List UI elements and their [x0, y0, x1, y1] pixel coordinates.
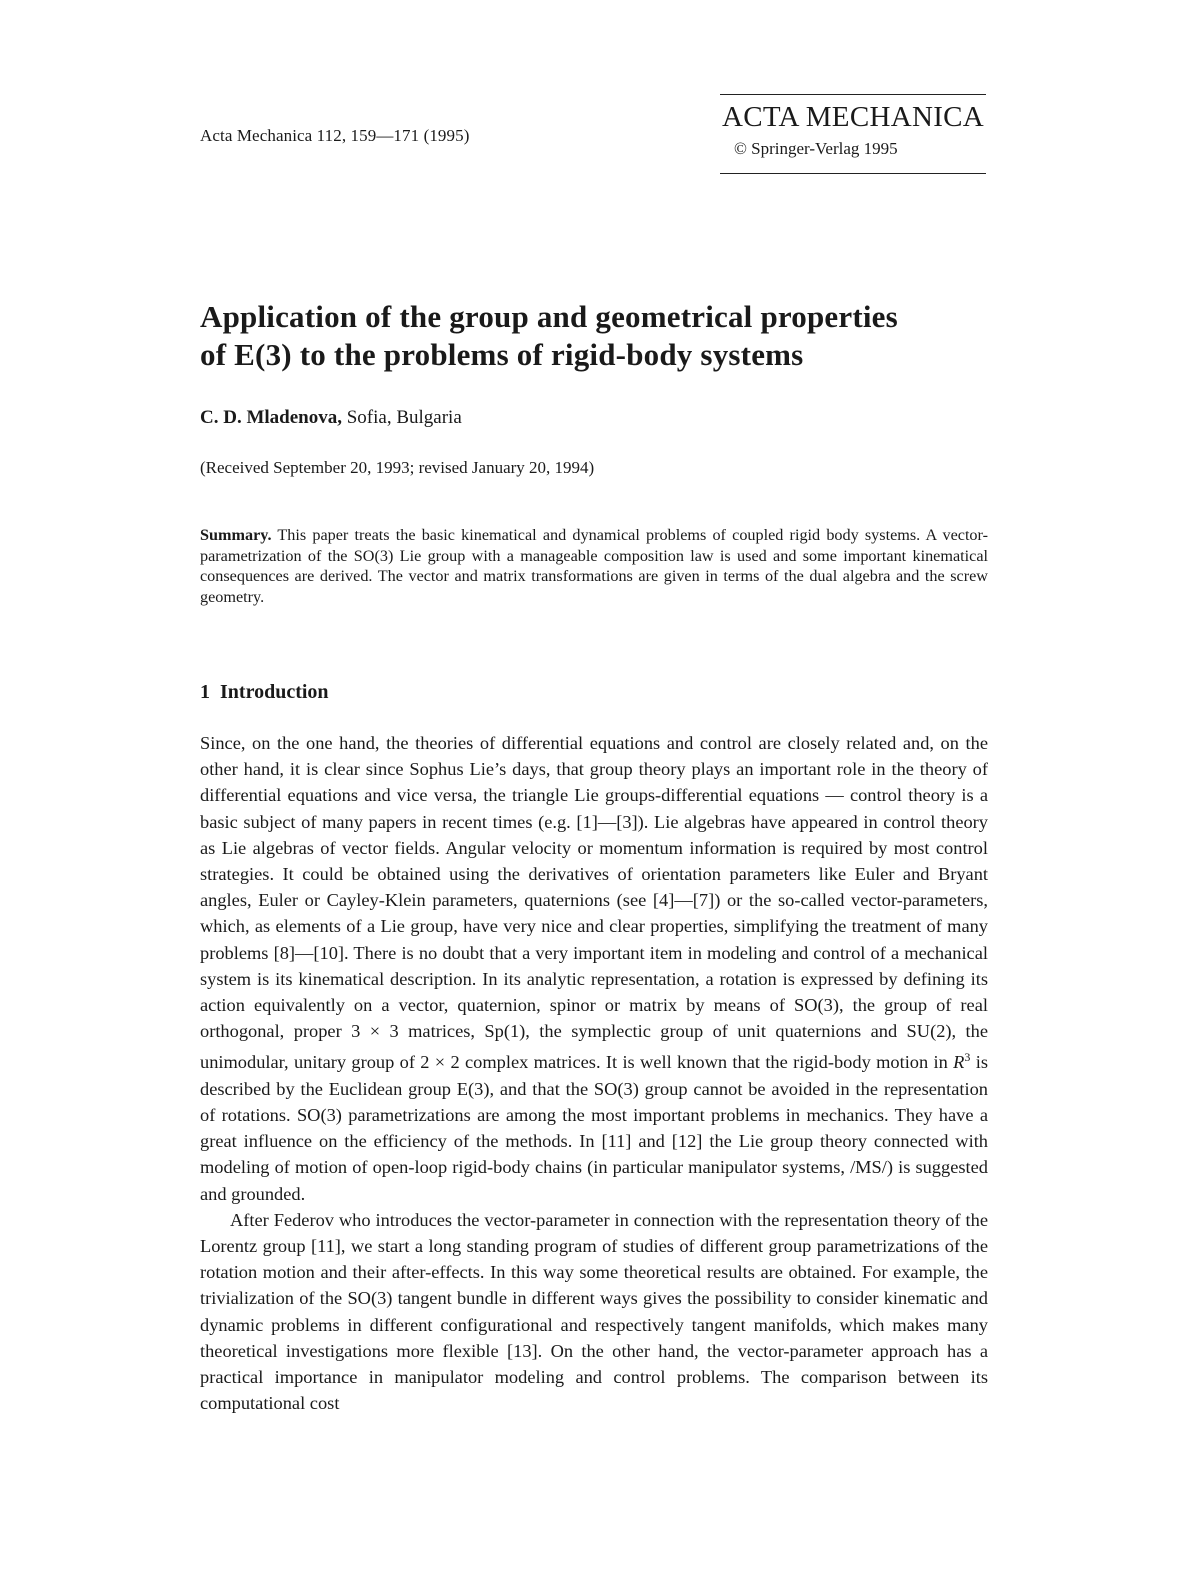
- body-text: [200, 730, 988, 1416]
- author-line: [200, 407, 462, 429]
- math-superscript: 3: [964, 1050, 971, 1065]
- masthead-top-rule: [720, 94, 986, 95]
- article-title-line-1: Application of the group and geometrical properties: [200, 299, 898, 334]
- masthead-bottom-rule: [720, 173, 986, 174]
- summary-label: Summary.: [200, 526, 272, 544]
- author-name: C. D. Mladenova,: [200, 407, 342, 428]
- journal-name: ACTA MECHANICA: [721, 101, 985, 133]
- summary-abstract: [200, 525, 988, 607]
- journal-masthead: [720, 94, 986, 174]
- publisher-copyright: © Springer-Verlag 1995: [734, 139, 898, 158]
- section-number: 1: [200, 681, 210, 703]
- author-location: Sofia, Bulgaria: [341, 407, 462, 428]
- math-symbol-R: R: [953, 1052, 965, 1073]
- section-heading-introduction: [200, 681, 329, 704]
- received-dates: (Received September 20, 1993; revised January 20, 1994): [200, 458, 595, 477]
- paragraph-1-part-a: Since, on the one hand, the theories of differential equations and control are closely related and, on the other hand, it is clear since Sophus Lie’s days, that group theory plays an important role in the theory of differential equations and vice versa, the triangle Lie groups-differential equations — control theory is a basic subject of many papers in recent times (e.g. [1]—[3]). Lie algebras have appeared in control theory as Lie algebras of vector fields. Angular velocity or momentum information is required by most control strategies. It could be obtained using the derivatives of orientation parameters like Euler and Bryant angles, Euler or Cayley-Klein parameters, quaternions (see [4]—[7]) or the so-called vector-parameters, which, as elements of a Lie group, have very nice and clear properties, simplifying the treatment of many problems [8]—[10]. There is no doubt that a very important item in modeling and control of a mechanical system is its kinematical description. In its analytic representation, a rotation is expressed by defining its action equivalently on a vector, quaternion, spinor or matrix by means of SO(3), the group of real orthogonal, proper 3 × 3 matrices, Sp(1), the symplectic group of unit quaternions and SU(2), the unimodular, unitary group of 2 × 2 complex matrices. It is well known that the rigid-body motion in: [200, 733, 988, 1073]
- journal-citation: Acta Mechanica 112, 159—171 (1995): [200, 126, 470, 145]
- section-title: Introduction: [220, 681, 329, 703]
- paragraph-1-part-b: is described by the Euclidean group E(3), and that the SO(3) group cannot be avoided in the representation of rotations. SO(3) parametrizations are among the most important problems in mechanics. They have a great influence on the efficiency of the methods. In [11] and [12] the Lie group theory connected with modeling of motion of open-loop rigid-body chains (in particular manipulator systems, /MS/) is suggested and grounded.: [200, 1052, 988, 1204]
- paragraph-2: After Federov who introduces the vector-parameter in connection with the representation theory of the Lorentz group [11], we start a long standing program of studies of different group parametrizations of the rotation motion and their after-effects. In this way some theoretical results are obtained. For example, the trivialization of the SO(3) tangent bundle in different ways gives the possibility to consider kinematic and dynamic problems in different configurational and respectively tangent manifolds, which makes many theoretical investigations more flexible [13]. On the other hand, the vector-parameter approach has a practical importance in manipulator modeling and control problems. The comparison between its computational cost: [200, 1209, 988, 1414]
- article-title: [200, 298, 1000, 374]
- article-title-line-2: of E(3) to the problems of rigid-body systems: [200, 337, 804, 372]
- summary-text: This paper treats the basic kinematical and dynamical problems of coupled rigid body systems. A vector-parametrization of the SO(3) Lie group with a manageable composition law is used and some important kinematical consequences are derived. The vector and matrix transformations are given in terms of the dual algebra and the screw geometry.: [200, 526, 988, 606]
- paragraph-1: [200, 730, 988, 1207]
